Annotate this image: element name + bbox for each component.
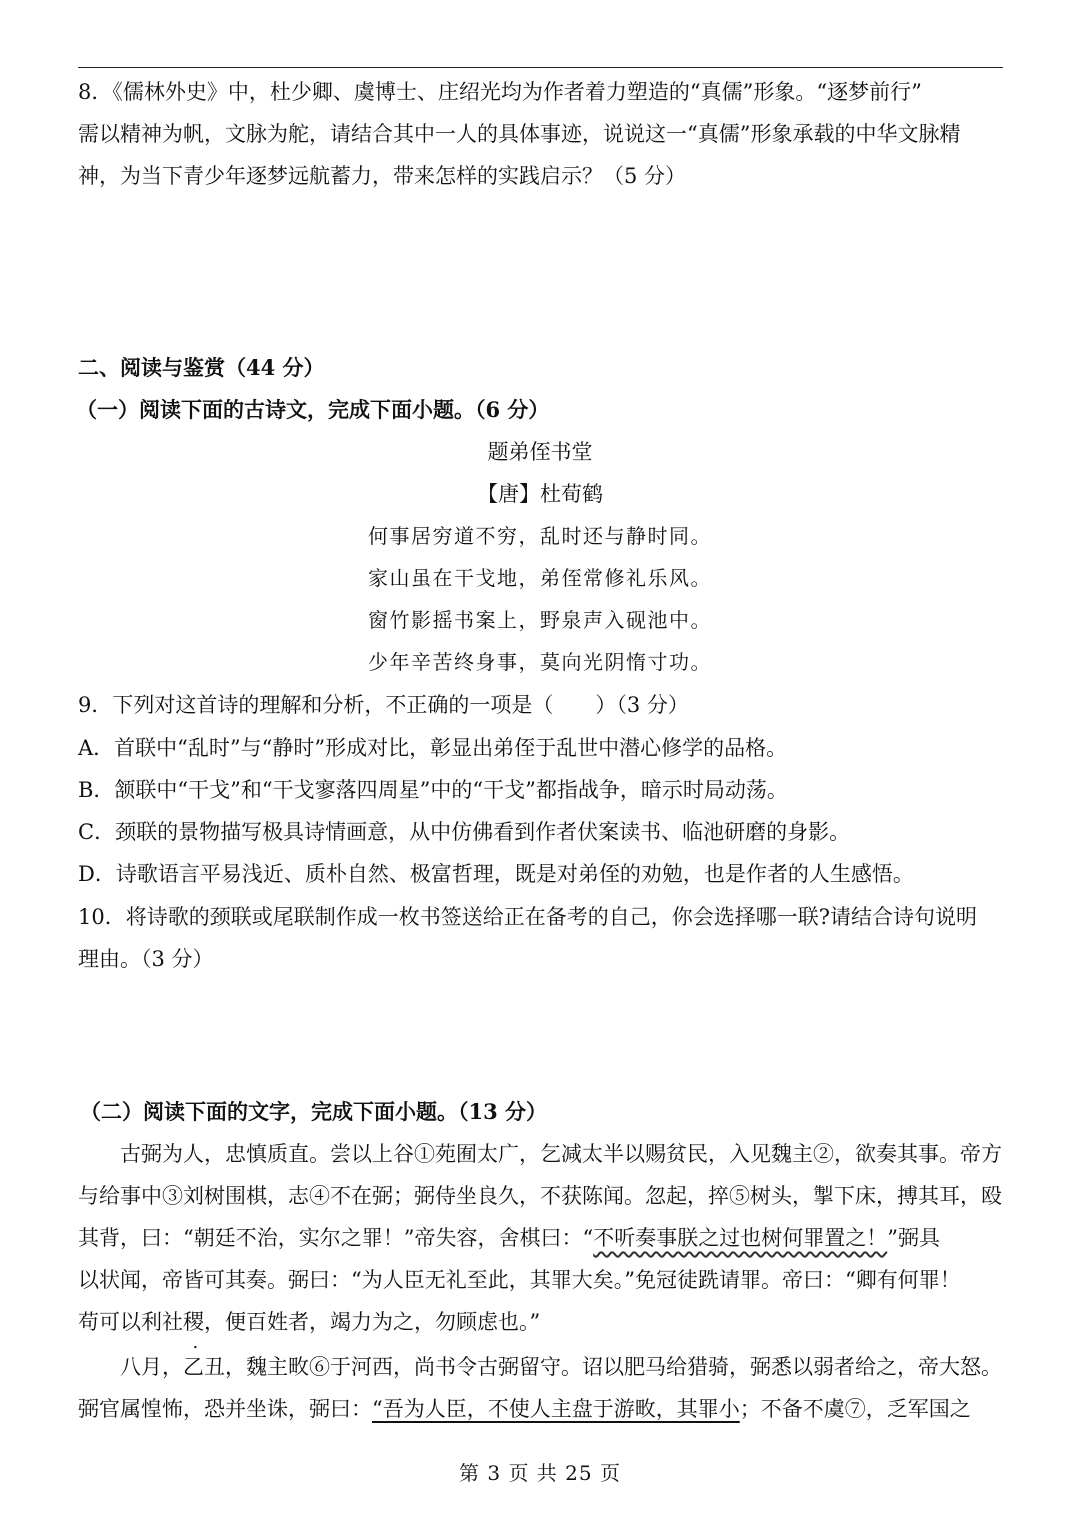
dotted-character: 稷 [183,1310,204,1334]
underlined-sentence: “吾为人臣，不使人主盘于游畋，其罪小 [372,1397,740,1421]
passage-text: 弼官属惶怖，恐并坐诛，弼曰： [78,1397,372,1421]
poem-line-3: 窗竹影摇书案上，野泉声入砚池中。 [368,608,712,632]
q9-option-d: D．诗歌语言平易浅近、质朴自然、极富哲理，既是对弟侄的劝勉，也是作者的人生感悟。 [78,862,914,886]
page-number-footer: 第 3 页 共 25 页 [459,1461,621,1485]
passage-p1-line-3 [78,1223,1008,1253]
passage-p1-line-1: 古弼为人，忠慎质直。尝以上谷①苑囿太广，乞减太半以赐贫民，入见魏主②，欲奏其事。帝方 [120,1142,1002,1166]
q8-line-2: 需以精神为帆，文脉为舵，请结合其中一人的具体事迹，说说这一“真儒”形象承载的中华文脉精 [78,122,961,146]
passage-text: ；不备不虞⑦，乏军国之 [739,1397,971,1421]
passage-p1-line-4: 以状闻，帝皆可其奏。弼曰：“为人臣无礼至此，其罪大矣。”免冠徒跣请罪。帝曰：“卿有何罪！ [78,1268,961,1292]
q8-line-3: 神，为当下青少年逐梦远航蓄力，带来怎样的实践启示？（5 分） [78,164,687,188]
q9-stem: 9．下列对这首诗的理解和分析，不正确的一项是（ ）（3 分） [78,693,689,717]
passage-text: 其背，曰：“朝廷不治，实尔之罪！”帝失容，舍棋曰：“ [78,1226,594,1250]
part2-heading: （二）阅读下面的文字，完成下面小题。（13 分） [80,1099,548,1124]
poem-line-1: 何事居穷道不穷，乱时还与静时同。 [368,524,712,548]
q10-line-2: 理由。（3 分） [78,947,214,971]
passage-p1-line-5 [78,1307,1008,1337]
q9-option-a: A．首联中“乱时”与“静时”形成对比，彰显出弟侄于乱世中潜心修学的品格。 [78,736,788,760]
poem-line-2: 家山虽在干戈地，弟侄常修礼乐风。 [368,566,712,590]
passage-text: ”弼具 [887,1226,940,1250]
poem-line-4: 少年辛苦终身事，莫向光阴惰寸功。 [368,650,712,674]
passage-p2-line-2 [78,1394,1008,1424]
q9-option-c: C．颈联的景物描写极具诗情画意，从中仿佛看到作者伏案读书、临池研磨的身影。 [78,820,851,844]
top-rule [78,67,1003,68]
q8-line-1: 8．《儒林外史》中，杜少卿、虞博士、庄绍光均为作者着力塑造的“真儒”形象。“逐梦前行” [78,80,922,104]
section-heading: 二、阅读与鉴赏（44 分） [78,355,325,380]
part1-heading: （一）阅读下面的古诗文，完成下面小题。（6 分） [76,397,550,422]
passage-p2-line-1: 八月，乙丑，魏主畋⑥于河西，尚书令古弼留守。诏以肥马给猎骑，弼悉以弱者给之，帝大怒。 [120,1355,1002,1379]
q10-line-1: 10．将诗歌的颈联或尾联制作成一枚书签送给正在备考的自己，你会选择哪一联?请结合诗句说明 [78,905,977,929]
poem-author: 【唐】杜荀鹤 [477,482,603,506]
passage-text: 苟可以利社 [78,1310,183,1334]
poem-title: 题弟侄书堂 [487,440,593,464]
wavy-underlined-sentence: 不听奏事朕之过也树何罪置之！ [593,1226,888,1250]
q9-option-b: B．颔联中“干戈”和“干戈寥落四周星”中的“干戈”都指战争，暗示时局动荡。 [78,778,788,802]
passage-p1-line-2: 与给事中③刘树围棋，志④不在弼；弼侍坐良久，不获陈闻。忽起，捽⑤树头，掣下床，搏其耳，殴 [78,1184,1002,1208]
passage-text: ，便百姓者，竭力为之，勿顾虑也。” [204,1310,541,1334]
